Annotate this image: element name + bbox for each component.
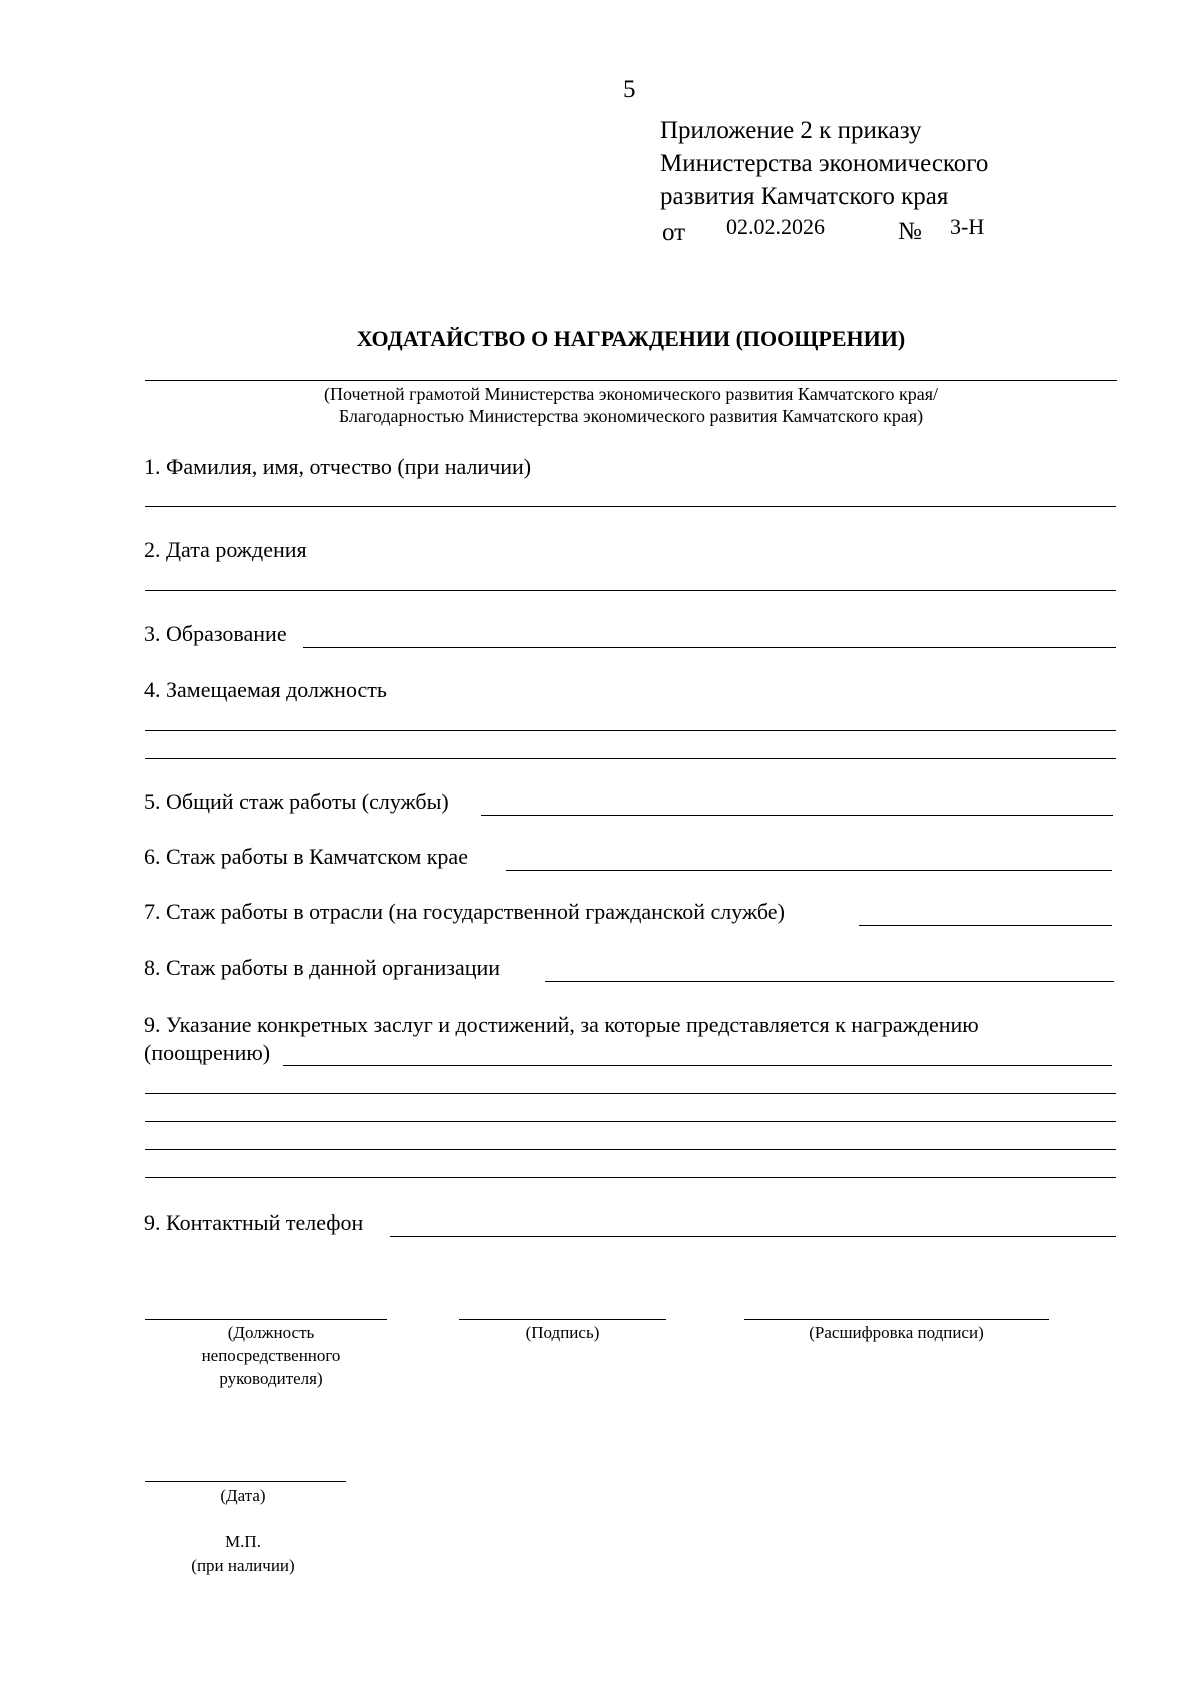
field-organization-experience-label: 8. Стаж работы в данной организации: [144, 955, 501, 980]
field-birth-date-line[interactable]: [145, 590, 1116, 591]
field-kamchatka-experience-label: 6. Стаж работы в Камчатском крае: [144, 844, 468, 869]
award-type-line-1: (Почетной грамотой Министерства экономического развития Камчатского края/: [323, 384, 939, 404]
order-date: 02.02.2026: [726, 214, 825, 239]
field-merits-line-2[interactable]: [145, 1093, 1116, 1094]
field-position-line-2[interactable]: [145, 758, 1116, 759]
field-full-name-line[interactable]: [145, 506, 1116, 507]
field-education-label: 3. Образование: [144, 621, 287, 646]
field-position-line-1[interactable]: [145, 730, 1116, 731]
field-organization-experience-line[interactable]: [545, 981, 1114, 982]
award-type-line-2: Благодарностью Министерства экономического развития Камчатского края): [338, 406, 924, 426]
field-position-label: 4. Замещаемая должность: [144, 677, 387, 702]
field-merits-line-3[interactable]: [145, 1121, 1116, 1122]
header-line-3: развития Камчатского края: [660, 183, 949, 210]
signature-decoding-caption: (Расшифровка подписи): [809, 1323, 984, 1342]
date-line[interactable]: [145, 1481, 346, 1482]
signature-caption: (Подпись): [525, 1323, 600, 1342]
field-merits-label-line-2: (поощрению): [144, 1040, 271, 1065]
title-underline: [145, 380, 1117, 381]
order-from-label: от: [662, 219, 686, 246]
field-birth-date-label: 2. Дата рождения: [144, 537, 307, 562]
date-caption: (Дата): [220, 1486, 266, 1505]
field-merits-line-5[interactable]: [145, 1177, 1116, 1178]
document-title: ХОДАТАЙСТВО О НАГРАЖДЕНИИ (ПООЩРЕНИИ): [356, 326, 906, 351]
header-line-2: Министерства экономического: [660, 150, 989, 177]
signature-line[interactable]: [459, 1319, 666, 1320]
order-number-sign: №: [898, 218, 922, 245]
signature-decoding-line[interactable]: [744, 1319, 1049, 1320]
position-caption: (Должность непосредственного руководителя): [201, 1323, 341, 1388]
header-line-1: Приложение 2 к приказу: [660, 117, 922, 144]
field-total-experience-line[interactable]: [481, 815, 1113, 816]
order-number: 3-Н: [950, 214, 985, 239]
stamp-note: (при наличии): [191, 1556, 295, 1575]
field-full-name-label: 1. Фамилия, имя, отчество (при наличии): [144, 454, 532, 479]
field-education-line[interactable]: [303, 647, 1116, 648]
field-phone-label: 9. Контактный телефон: [144, 1210, 364, 1235]
field-merits-line-4[interactable]: [145, 1149, 1116, 1150]
field-total-experience-label: 5. Общий стаж работы (службы): [144, 789, 449, 814]
position-sign-line[interactable]: [145, 1319, 387, 1320]
field-industry-experience-label: 7. Стаж работы в отрасли (на государственной гражданской службе): [144, 899, 785, 924]
field-kamchatka-experience-line[interactable]: [506, 870, 1112, 871]
stamp-label: М.П.: [225, 1532, 261, 1551]
page-number: 5: [623, 76, 636, 103]
field-merits-label-line-1: 9. Указание конкретных заслуг и достижений, за которые представляется к награждению: [144, 1012, 979, 1037]
field-industry-experience-line[interactable]: [859, 925, 1112, 926]
field-merits-line-1[interactable]: [283, 1065, 1112, 1066]
field-phone-line[interactable]: [390, 1236, 1116, 1237]
